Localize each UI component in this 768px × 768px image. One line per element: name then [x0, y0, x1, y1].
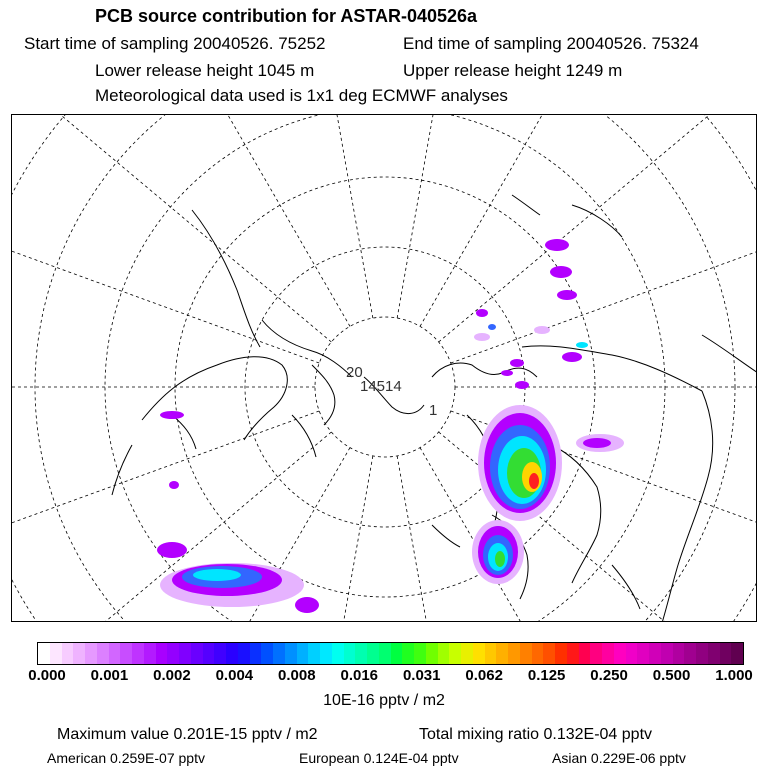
coastline-segment	[522, 346, 702, 391]
colorbar-segment	[626, 643, 638, 664]
colorbar-tick-label: 0.001	[90, 667, 129, 684]
latitude-circle	[12, 115, 757, 622]
plume-patch	[562, 352, 582, 362]
plume-patch	[515, 381, 529, 389]
colorbar-segment	[614, 643, 626, 664]
colorbar-segment	[696, 643, 708, 664]
colorbar-tick-label: 0.004	[215, 667, 254, 684]
colorbar-segment	[555, 643, 567, 664]
colorbar-segment	[179, 643, 191, 664]
colorbar-tick-label: 0.500	[652, 667, 691, 684]
colorbar-segment	[203, 643, 215, 664]
colorbar-segment	[720, 643, 732, 664]
plume-patch	[550, 266, 572, 278]
colorbar-segment	[167, 643, 179, 664]
start-time-label: Start time of sampling 20040526. 75252	[24, 34, 326, 53]
plume-patch	[545, 239, 569, 251]
plume-patch	[169, 481, 179, 489]
colorbar-segment	[579, 643, 591, 664]
colorbar-tick-label: 0.002	[153, 667, 191, 684]
lat-lon-grid	[12, 115, 757, 622]
coastline-segment	[292, 415, 316, 457]
plume-patch	[557, 290, 577, 300]
colorbar	[37, 642, 744, 665]
colorbar-tick-label: 0.031	[402, 667, 441, 684]
meridian-line	[451, 115, 757, 363]
coastline-segment	[262, 320, 352, 377]
colorbar-segment	[567, 643, 579, 664]
colorbar-segment	[238, 643, 250, 664]
colorbar-segment	[602, 643, 614, 664]
colorbar-segment	[391, 643, 403, 664]
colorbar-segment	[344, 643, 356, 664]
colorbar-segment	[684, 643, 696, 664]
coastline-segment	[432, 525, 460, 547]
colorbar-segment	[250, 643, 262, 664]
total-mixing-label: Total mixing ratio 0.132E-04 pptv	[419, 726, 653, 743]
center-label-1: 20	[346, 364, 363, 381]
asian-contribution: Asian 0.229E-06 pptv	[552, 750, 686, 766]
coastline-segment	[702, 335, 757, 373]
coastline-segment	[612, 565, 640, 609]
plume-field	[157, 239, 624, 613]
end-time-label: End time of sampling 20040526. 75324	[403, 34, 699, 53]
colorbar-tick-label: 0.250	[590, 667, 628, 684]
latitude-circle	[12, 115, 757, 622]
plume-patch	[488, 324, 496, 330]
colorbar-segment	[473, 643, 485, 664]
colorbar-tick-label: 0.016	[340, 667, 379, 684]
colorbar-segment	[532, 643, 544, 664]
colorbar-segment	[226, 643, 238, 664]
coastline-segment	[172, 415, 196, 449]
american-contribution: American 0.259E-07 pptv	[47, 750, 205, 766]
meridian-line	[229, 115, 373, 318]
colorbar-segment	[485, 643, 497, 664]
colorbar-segment	[191, 643, 203, 664]
colorbar-segment	[308, 643, 320, 664]
latitude-circle	[105, 115, 665, 622]
colorbar-segment	[731, 643, 743, 664]
colorbar-segment	[708, 643, 720, 664]
colorbar-segment	[449, 643, 461, 664]
max-value-label: Maximum value 0.201E-15 pptv / m2	[57, 726, 318, 743]
plume-patch	[476, 309, 488, 317]
colorbar-segment	[379, 643, 391, 664]
center-label-2: 14514	[360, 378, 402, 395]
colorbar-segment	[508, 643, 520, 664]
plume-patch	[160, 411, 184, 419]
plume-patch	[576, 342, 588, 348]
coastline-segment	[512, 195, 540, 215]
plume-patch	[157, 542, 187, 558]
plume-patch	[474, 333, 490, 341]
colorbar-segment	[273, 643, 285, 664]
colorbar-segment	[109, 643, 121, 664]
plume-patch	[510, 359, 524, 367]
plume-patch	[583, 438, 611, 448]
colorbar-segment	[120, 643, 132, 664]
upper-release-label: Upper release height 1249 m	[403, 61, 623, 80]
colorbar-segment	[297, 643, 309, 664]
colorbar-segment	[285, 643, 297, 664]
colorbar-segment	[543, 643, 555, 664]
colorbar-tick-label: 0.000	[28, 667, 66, 684]
coastline-segment	[572, 205, 622, 237]
map-canvas	[12, 115, 757, 622]
colorbar-tick-label: 0.125	[527, 667, 566, 684]
coastline-segment	[192, 210, 260, 347]
meridian-line	[12, 115, 350, 326]
colorbar-segment	[367, 643, 379, 664]
colorbar-segment	[132, 643, 144, 664]
plume-patch	[495, 551, 505, 567]
colorbar-segment	[144, 643, 156, 664]
coastline-segment	[142, 357, 287, 440]
colorbar-segment	[50, 643, 62, 664]
colorbar-segment	[355, 643, 367, 664]
colorbar-segment	[402, 643, 414, 664]
meridian-line	[439, 115, 757, 342]
plume-patch	[501, 370, 513, 376]
map-title: PCB source contribution for ASTAR-040526a	[95, 6, 478, 26]
colorbar-ticks	[0, 667, 768, 687]
plume-patch	[529, 473, 539, 489]
european-contribution: European 0.124E-04 pptv	[299, 750, 459, 766]
plume-patch	[193, 569, 241, 581]
colorbar-tick-label: 1.000	[715, 667, 753, 684]
colorbar-segment	[85, 643, 97, 664]
latitude-circle	[35, 115, 735, 622]
meridian-line	[397, 115, 541, 318]
colorbar-segment	[62, 643, 74, 664]
colorbar-unit: 10E-16 pptv / m2	[323, 692, 445, 709]
colorbar-segment	[261, 643, 273, 664]
coastline-segment	[112, 445, 132, 495]
meridian-line	[420, 448, 757, 622]
colorbar-segment	[637, 643, 649, 664]
colorbar-segment	[673, 643, 685, 664]
colorbar-segment	[649, 643, 661, 664]
plume-patch	[534, 326, 550, 334]
polar-map	[11, 114, 757, 622]
colorbar-segment	[73, 643, 85, 664]
meridian-line	[420, 115, 757, 326]
colorbar-segment	[214, 643, 226, 664]
met-data-label: Meteorological data used is 1x1 deg ECMWF analyses	[95, 86, 508, 105]
center-label-3: 1	[429, 402, 438, 419]
colorbar-segment	[461, 643, 473, 664]
colorbar-tick-label: 0.008	[278, 667, 316, 684]
colorbar-segment	[97, 643, 109, 664]
colorbar-segment	[520, 643, 532, 664]
center-labels	[346, 364, 437, 419]
meridian-line	[12, 115, 331, 342]
colorbar-segment	[332, 643, 344, 664]
colorbar-segment	[590, 643, 602, 664]
colorbar-tick-label: 0.062	[465, 667, 503, 684]
colorbar-segment	[426, 643, 438, 664]
plume-patch	[295, 597, 319, 613]
colorbar-segment	[320, 643, 332, 664]
coastline-segment	[662, 391, 713, 622]
lower-release-label: Lower release height 1045 m	[95, 61, 315, 80]
colorbar-segment	[661, 643, 673, 664]
colorbar-segment	[38, 643, 50, 664]
colorbar-segment	[414, 643, 426, 664]
meridian-line	[12, 115, 319, 363]
colorbar-segment	[496, 643, 508, 664]
colorbar-segment	[438, 643, 450, 664]
colorbar-segment	[156, 643, 168, 664]
